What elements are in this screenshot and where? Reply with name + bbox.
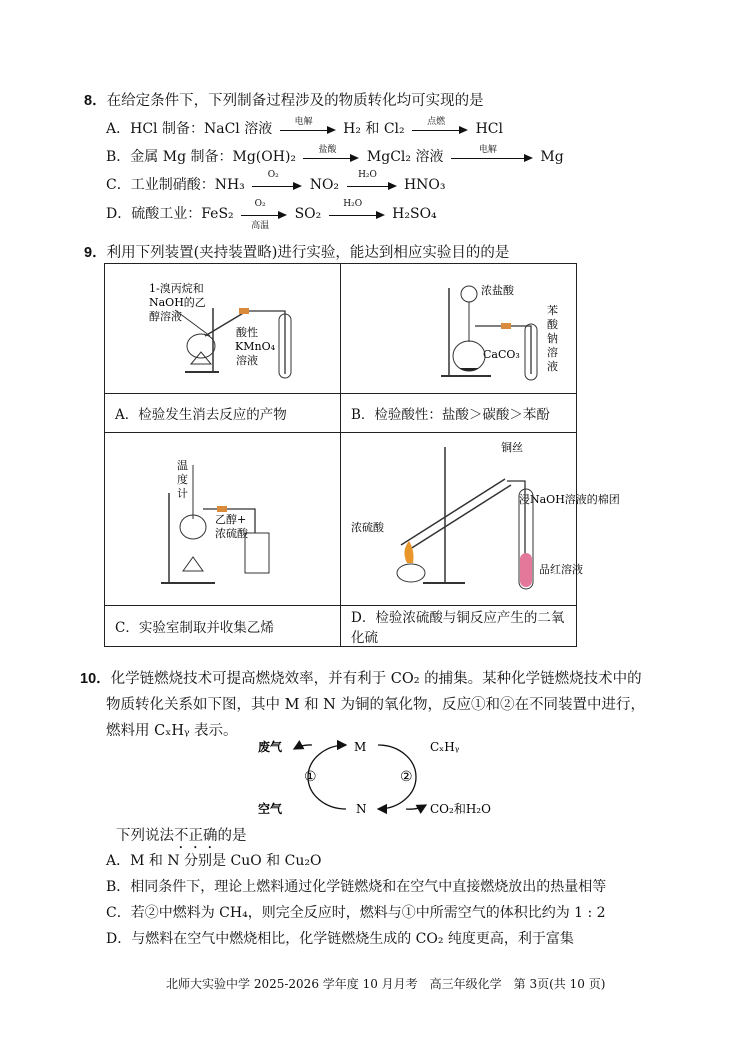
label-b-6: 溶: [547, 346, 558, 359]
fuel-label: CₓHᵧ: [430, 740, 460, 754]
q8-option-d: D．硫酸工业：FeS₂ O₂ 高温 SO₂ H₂O H₂SO₄: [106, 199, 437, 231]
label-a-3: 醇溶液: [149, 310, 182, 323]
label-a-5: KMnO₄: [235, 340, 275, 353]
q10-option-b: B．相同条件下，理论上燃料通过化学链燃烧和在空气中直接燃烧放出的热量相等: [106, 879, 607, 895]
label-c-5: 浓硫酸: [215, 527, 248, 540]
label-b-2: CaCO₃: [483, 348, 520, 361]
label-a-2: NaOH的乙: [149, 296, 206, 309]
label-a-6: 溶液: [236, 354, 258, 367]
page-footer: 北师大实验中学 2025-2026 学年度 10 月月考 高三年级化学 第 3页(共 10 页): [166, 977, 606, 991]
caption-b: B．检验酸性：盐酸＞碳酸＞苯酚: [341, 394, 577, 433]
label-d-4: 品红溶液: [539, 563, 583, 576]
q10-option-c: C．若②中燃料为 CH₄，则完全反应时，燃料与①中所需空气的体积比约为 1 : 2: [106, 905, 606, 921]
apparatus-table: [104, 263, 620, 647]
caption-d: D．检验浓硫酸与铜反应产生的二氧化硫: [341, 606, 577, 647]
products-label: CO₂和H₂O: [430, 802, 491, 816]
q10-stem-line3: 燃料用 CₓHᵧ 表示。: [106, 723, 238, 739]
air-label: 空气: [258, 802, 283, 816]
q8-option-a: A．HCl 制备：NaCl 溶液 电解 H₂ 和 Cl₂ 点燃 HCl: [106, 117, 503, 137]
apparatus-a-figure: [105, 264, 341, 394]
label-d-1: 铜丝: [501, 441, 523, 454]
label-c-1: 温: [177, 459, 188, 472]
apparatus-a-drawing: [105, 264, 330, 389]
reaction-2-label: ②: [400, 769, 413, 785]
label-b-7: 液: [547, 360, 558, 373]
q9-stem: 9．利用下列装置(夹持装置略)进行实验，能达到相应实验目的的是: [84, 245, 510, 261]
label-c-2: 度: [177, 473, 188, 486]
label-a-1: 1-溴丙烷和: [149, 282, 204, 295]
q10-option-d: D．与燃料在空气中燃烧相比，化学链燃烧生成的 CO₂ 纯度更高，利于富集: [106, 931, 574, 947]
q10-option-a: A．M 和 N 分别是 CuO 和 Cu₂O: [106, 853, 322, 869]
chemical-looping-diagram: [250, 735, 510, 821]
label-c-3: 计: [177, 487, 188, 500]
apparatus-c-figure: [105, 433, 341, 606]
apparatus-d-drawing: [341, 433, 620, 601]
reaction-1-label: ①: [304, 769, 317, 785]
apparatus-b-drawing: [341, 264, 566, 389]
caption-a: A．检验发生消去反应的产物: [105, 394, 341, 433]
apparatus-c-drawing: [105, 433, 330, 601]
q8-option-c: C．工业制硝酸：NH₃ O₂ NO₂ H₂O HNO₃: [106, 170, 446, 193]
label-b-3: 苯: [547, 304, 558, 317]
label-b-4: 酸: [547, 318, 558, 331]
q8-option-b: B．金属 Mg 制备：Mg(OH)₂ 盐酸 MgCl₂ 溶液 电解 Mg: [106, 145, 564, 165]
waste-gas-label: 废气: [258, 740, 283, 754]
label-d-3: 浓硫酸: [351, 521, 384, 534]
apparatus-b-figure: [341, 264, 577, 394]
label-c-4: 乙醇+: [215, 513, 247, 526]
label-b-1: 浓盐酸: [481, 284, 514, 297]
label-a-4: 酸性: [236, 326, 258, 339]
label-b-5: 钠: [547, 332, 558, 345]
q10-prompt: 下列说法不正确的是: [116, 828, 247, 844]
n-label: N: [356, 802, 367, 816]
apparatus-d-figure: [341, 433, 620, 606]
q10-stem-line1: 10．化学链燃烧技术可提高燃烧效率，并有利于 CO₂ 的捕集。某种化学链燃烧技术中的: [80, 671, 642, 687]
m-label: M: [354, 740, 367, 754]
caption-c: C．实验室制取并收集乙烯: [105, 606, 341, 647]
q10-stem-line2: 物质转化关系如下图，其中 M 和 N 为铜的氧化物，反应①和②在不同装置中进行，: [106, 697, 645, 713]
label-d-2: 浸NaOH溶液的棉团: [519, 493, 620, 506]
q8-stem: 8．在给定条件下，下列制备过程涉及的物质转化均可实现的是: [84, 93, 484, 109]
